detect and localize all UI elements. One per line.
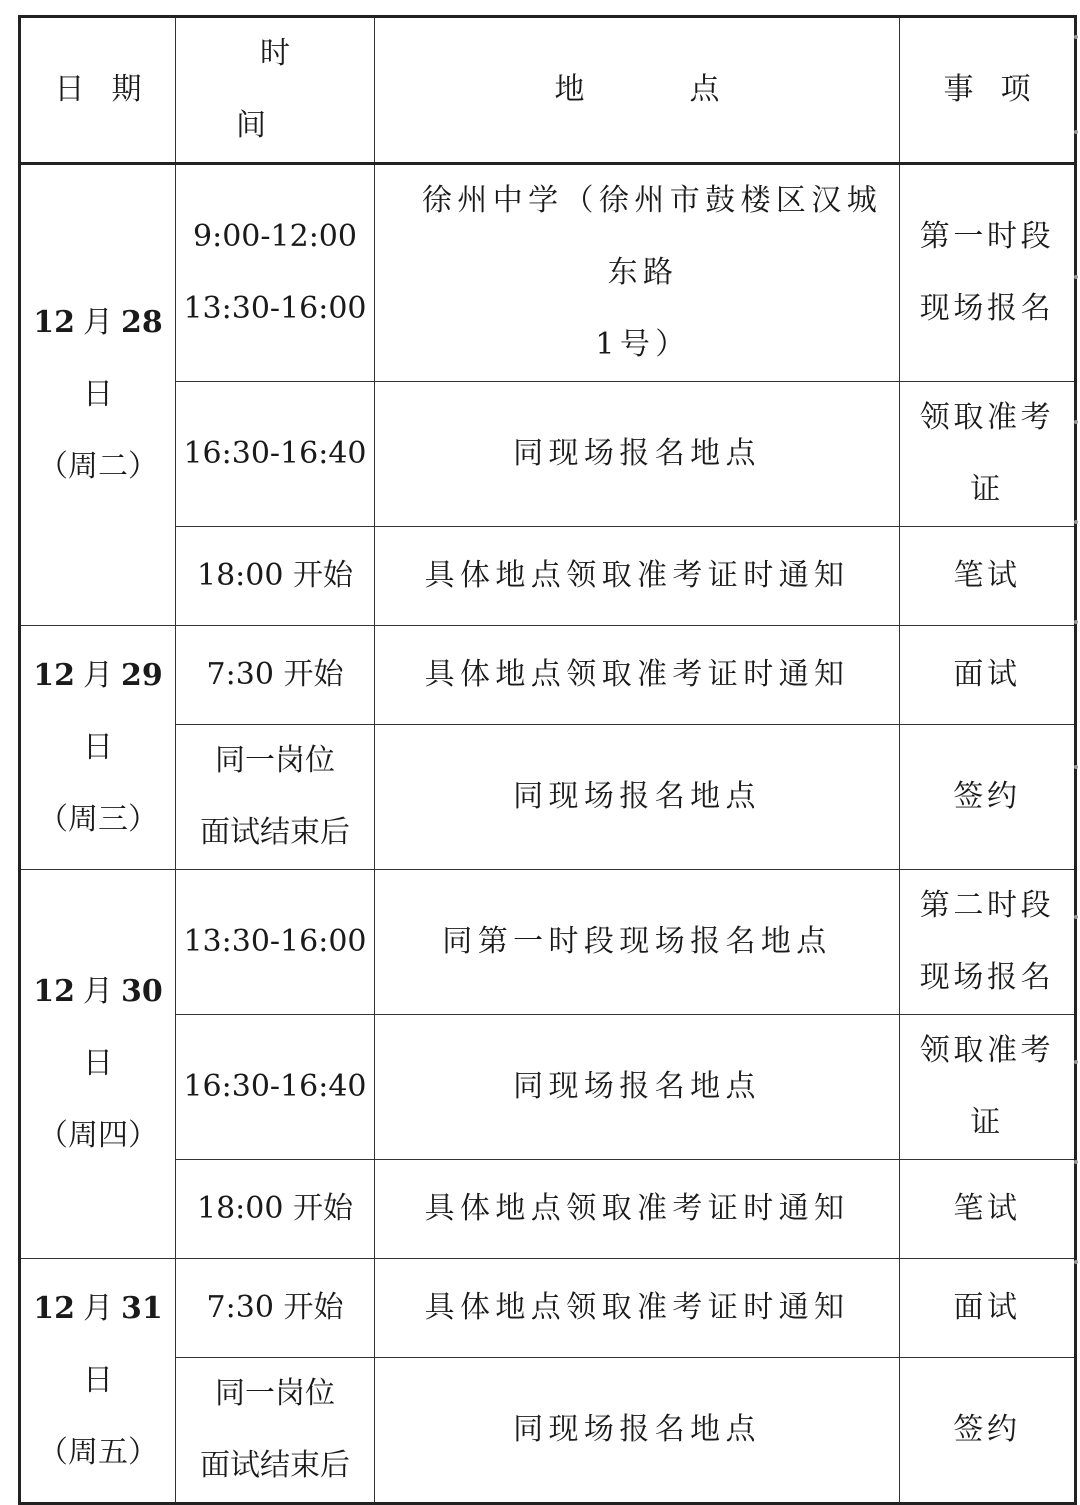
place-cell <box>375 164 900 382</box>
table-row <box>20 870 1076 1015</box>
date-month-day <box>21 287 175 359</box>
edge-mark <box>1074 765 1078 769</box>
time-cell <box>176 1259 375 1358</box>
date-month-number: 12 <box>33 305 75 340</box>
date-day-char: 日 <box>83 377 113 412</box>
table-row <box>20 725 1076 870</box>
edge-mark <box>1074 1160 1078 1164</box>
place-cell <box>375 1358 900 1504</box>
item-text: 现场报名 <box>919 291 1055 326</box>
item-text: 证 <box>970 472 1004 507</box>
table-row <box>20 626 1076 725</box>
place-cell <box>375 1015 900 1160</box>
place-text: 同现场报名地点 <box>513 1412 761 1447</box>
date-month-char: 月 <box>83 974 113 1009</box>
date-cell <box>20 870 176 1259</box>
time-cell <box>176 164 375 382</box>
edge-mark <box>1074 1260 1078 1264</box>
item-cell <box>900 626 1076 725</box>
time-text: 7:30 开始 <box>206 1290 344 1325</box>
edge-mark <box>1074 915 1078 919</box>
item-text: 证 <box>970 1105 1004 1140</box>
time-cell <box>176 527 375 626</box>
time-text: 同一岗位 <box>215 1376 335 1411</box>
time-text: 18:00 开始 <box>197 1191 353 1226</box>
time-cell <box>176 382 375 527</box>
date-day-char: 日 <box>83 1046 113 1081</box>
date-month-day <box>21 956 175 1028</box>
place-text: 同现场报名地点 <box>513 1069 761 1104</box>
time-text: 18:00 开始 <box>197 558 353 593</box>
place-text-line: 1号） <box>595 327 691 362</box>
date-month-char: 月 <box>83 657 113 693</box>
item-cell <box>900 527 1076 626</box>
header-date: 日期 <box>20 17 176 164</box>
place-text: 同现场报名地点 <box>513 436 761 471</box>
place-cell <box>375 1160 900 1259</box>
edge-mark <box>1074 420 1078 424</box>
place-cell <box>375 382 900 527</box>
date-month-day <box>21 1273 175 1345</box>
time-cell <box>176 870 375 1015</box>
edge-mark <box>1074 275 1078 279</box>
header-place: 地点 <box>375 17 900 164</box>
place-text: 同现场报名地点 <box>513 779 761 814</box>
table-row <box>20 382 1076 527</box>
time-text: 面试结束后 <box>200 815 350 850</box>
item-text: 笔试 <box>953 1191 1021 1226</box>
date-month-char: 月 <box>83 1290 113 1326</box>
date-day-number: 31 <box>121 1290 163 1326</box>
edge-mark <box>1074 620 1078 624</box>
time-text: 16:30-16:40 <box>183 1069 367 1104</box>
item-cell <box>900 870 1076 1015</box>
time-text: 9:00-12:00 <box>193 219 357 254</box>
date-day-char: 日 <box>83 1362 113 1398</box>
date-month-day <box>21 640 175 712</box>
item-text: 签约 <box>953 1412 1021 1447</box>
table-row <box>20 1358 1076 1504</box>
table-row <box>20 164 1076 382</box>
date-month-number: 12 <box>33 974 75 1009</box>
table-body <box>20 164 1076 1504</box>
place-text: 具体地点领取准考证时通知 <box>424 657 850 692</box>
table-row <box>20 1259 1076 1358</box>
item-text: 面试 <box>953 657 1021 692</box>
time-cell <box>176 1358 375 1504</box>
edge-mark <box>1074 130 1078 134</box>
time-text: 13:30-16:00 <box>183 924 367 959</box>
schedule-table <box>18 15 1077 1505</box>
header-time: 时间 <box>176 17 375 164</box>
item-text: 第二时段 <box>919 888 1055 923</box>
date-weekday: （周四） <box>38 1118 158 1153</box>
place-cell <box>375 725 900 870</box>
date-weekday: （周五） <box>38 1434 158 1470</box>
item-cell <box>900 164 1076 382</box>
date-month-char: 月 <box>83 305 113 340</box>
date-cell <box>20 1259 176 1504</box>
item-text: 签约 <box>953 779 1021 814</box>
table-row <box>20 1160 1076 1259</box>
date-month-number: 12 <box>33 657 75 693</box>
place-cell <box>375 1259 900 1358</box>
place-text: 具体地点领取准考证时通知 <box>424 558 850 593</box>
item-text: 面试 <box>953 1290 1021 1325</box>
item-cell <box>900 725 1076 870</box>
date-day-char: 日 <box>83 729 113 765</box>
item-cell <box>900 1259 1076 1358</box>
date-weekday: （周二） <box>38 449 158 484</box>
time-text: 16:30-16:40 <box>183 436 367 471</box>
time-text: 同一岗位 <box>215 743 335 778</box>
place-cell <box>375 870 900 1015</box>
date-day-number: 30 <box>121 974 163 1009</box>
date-weekday: （周三） <box>38 801 158 837</box>
date-cell <box>20 626 176 870</box>
place-text-line: 徐州中学（徐州市鼓楼区汉城东路 <box>421 183 883 290</box>
header-item: 事项 <box>900 17 1076 164</box>
time-cell <box>176 1160 375 1259</box>
time-text: 面试结束后 <box>200 1448 350 1483</box>
table-row <box>20 527 1076 626</box>
item-cell <box>900 382 1076 527</box>
time-cell <box>176 626 375 725</box>
time-cell <box>176 725 375 870</box>
item-cell <box>900 1358 1076 1504</box>
edge-mark <box>1074 1060 1078 1064</box>
date-day-number: 29 <box>121 657 163 693</box>
time-text: 7:30 开始 <box>206 657 344 692</box>
place-text: 具体地点领取准考证时通知 <box>424 1290 850 1325</box>
date-month-number: 12 <box>33 1290 75 1326</box>
item-text: 领取准考 <box>919 1033 1055 1068</box>
time-cell <box>176 1015 375 1160</box>
date-cell <box>20 164 176 626</box>
table-row <box>20 1015 1076 1160</box>
item-text: 领取准考 <box>919 400 1055 435</box>
table-header <box>20 17 1076 164</box>
place-cell <box>375 527 900 626</box>
item-text: 现场报名 <box>919 960 1055 995</box>
place-text: 同第一时段现场报名地点 <box>442 924 832 959</box>
item-text: 第一时段 <box>919 219 1055 254</box>
edge-mark <box>1074 35 1078 39</box>
item-cell <box>900 1160 1076 1259</box>
page-edge-marks <box>1072 0 1078 1410</box>
place-cell <box>375 626 900 725</box>
edge-mark <box>1074 520 1078 524</box>
time-text: 13:30-16:00 <box>183 291 367 326</box>
item-text: 笔试 <box>953 558 1021 593</box>
place-text: 具体地点领取准考证时通知 <box>424 1191 850 1226</box>
date-day-number: 28 <box>121 305 163 340</box>
item-cell <box>900 1015 1076 1160</box>
